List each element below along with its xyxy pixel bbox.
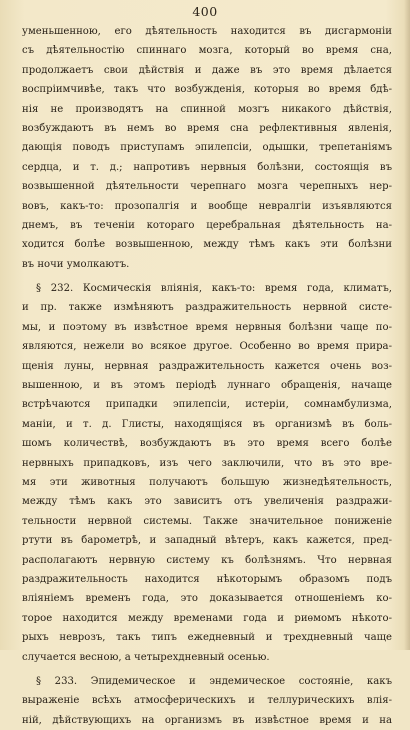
text-line: нія не производятъ на спинной мозгъ никакого дѣйствія, (22, 103, 392, 115)
text-line: сердца, и т. д.; напротивъ нервныя болѣзни, состоящія въ (22, 161, 392, 173)
text-line: нервныхъ припадковъ, изъ чего заключили, что въ это вре- (22, 457, 392, 469)
text-line: выраженіе всѣхъ атмосферическихъ и теллурическихъ влія- (22, 695, 392, 707)
page-number: 400 (192, 4, 218, 19)
text-line: и пр. также измѣняютъ раздражительность нервной систе- (22, 302, 392, 314)
text-line: являются, нежели во всякое другое. Особенно во время прира- (22, 341, 392, 353)
text-line: между тѣмъ какъ это зависитъ отъ увеличенія раздражи- (22, 496, 392, 508)
text-line: ній, дѣйствующихъ на организмъ въ извѣстное время и на (22, 714, 392, 726)
text-line: мы, и поэтому въ извѣстное время нервныя болѣзни чаще по- (22, 321, 392, 333)
text-line: возбуждаютъ въ немъ во время сна рефлективныя явленія, (22, 122, 392, 134)
text-line: вышенною, и въ этомъ періодѣ луннаго обращенія, начаще (22, 380, 392, 392)
text-line: ртути въ барометрѣ, и западный вѣтеръ, какъ кажется, пред- (22, 535, 392, 547)
text-line: воспріимчивѣе, такъ что возбужденія, которыя во время бдѣ- (22, 84, 392, 96)
text-line: располагаютъ нервную систему къ болѣзнямъ. Что нервная (22, 554, 392, 566)
text-line: тельности нервной системы. Также значительное пониженіе (22, 515, 392, 527)
text-line: продолжаетъ свои дѣйствія и даже въ это время дѣлается (22, 64, 392, 76)
text-line: вовъ, какъ-то: прозопалгія и вообще невралгіи изъявляются (22, 200, 392, 212)
text-line: щенія луны, нервная раздражительность кажется очень воз- (22, 360, 392, 372)
text-line: ходится болѣе возвышенною, между тѣмъ какъ эти болѣзни (22, 239, 392, 251)
text-line: маніи, и т. д. Глисты, находящіяся въ организмѣ въ боль- (22, 418, 392, 430)
text-line: шомъ количествѣ, возбуждаютъ въ это время всего болѣе (22, 438, 392, 450)
text-line: вліяніемъ временъ года, это доказывается отношеніемъ ко- (22, 593, 392, 605)
text-line: съ дѣятельностію спиннаго мозга, который во время сна, (22, 45, 392, 57)
text-line: мя эти животныя получаютъ большую жизнедѣятельность, (22, 476, 392, 488)
text-line: дающія поводъ приступамъ эпилепсіи, одышки, трепетаніямъ (22, 142, 392, 154)
text-line: встрѣчаются припадки эпилепсіи, истеріи, сомнамбулизма, (22, 399, 392, 411)
text-line: уменьшенною, его дѣятельность находится въ дисгармоніи (22, 26, 392, 37)
text-line: раздражительность находится нѣкоторымъ образомъ подъ (22, 573, 392, 585)
text-line: рыхъ неврозъ, такъ типъ ежедневный и трехдневный чаще (22, 632, 392, 644)
text-line: возвышенной дѣятельности черепнаго мозга черепныхъ нер- (22, 181, 392, 193)
text-line: торое находится между временами года и риѳмомъ нѣкото- (22, 612, 392, 624)
text-line: въ ночи умолкаютъ. (22, 258, 130, 270)
text-line: § 233. Эпидемическое и эндемическое состояніе, какъ (36, 675, 392, 687)
text-line: днемъ, въ теченіи котораго церебральная дѣятельность на- (22, 219, 392, 231)
text-line: случается весною, а четырехдневный осенью. (22, 651, 270, 663)
text-line: § 232. Космическія вліянія, какъ-то: время года, климатъ, (36, 283, 392, 295)
page-edge-shadow (404, 0, 410, 650)
body-text (22, 22, 392, 730)
